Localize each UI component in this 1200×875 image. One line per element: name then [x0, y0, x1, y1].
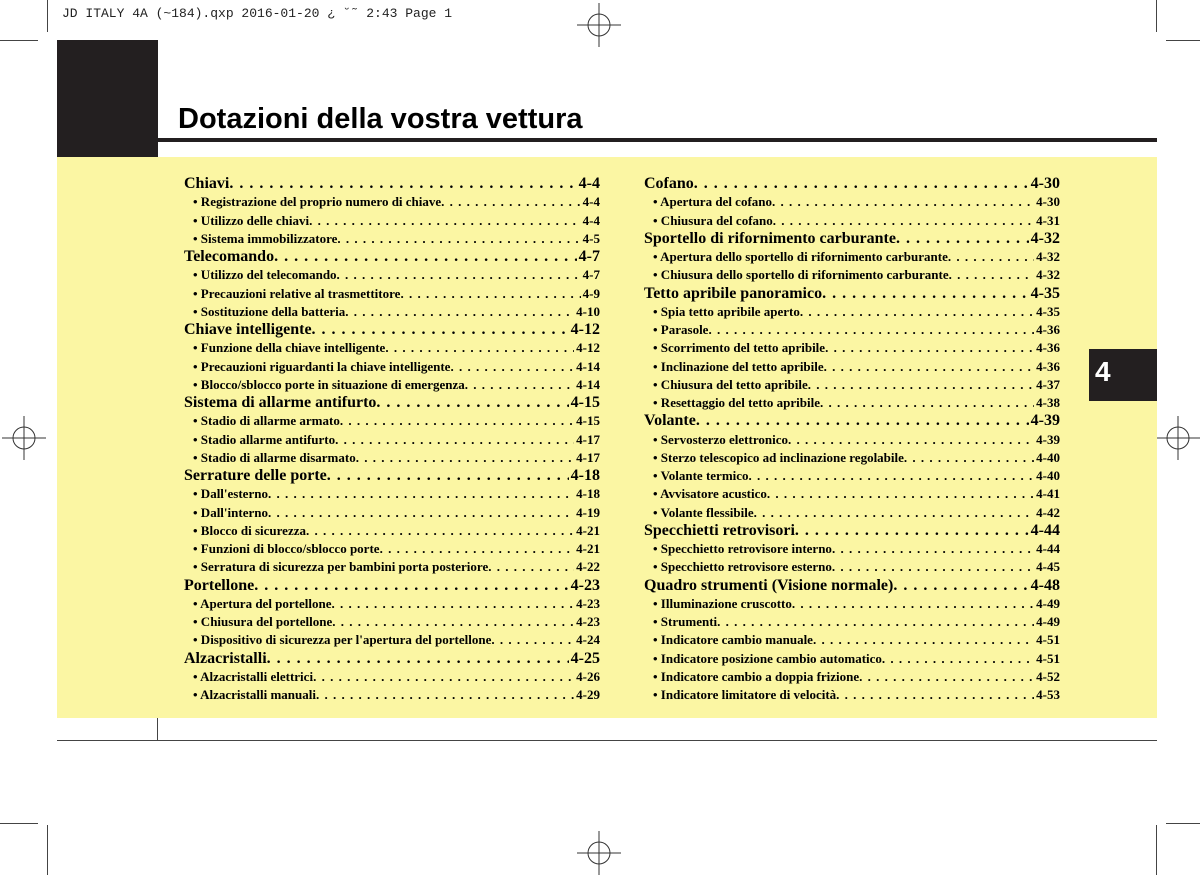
toc-leader-dots — [808, 376, 1034, 394]
toc-subentry — [184, 504, 600, 522]
registration-mark-icon — [2, 416, 46, 460]
toc-entry-label: • Funzione della chiave intelligente — [193, 340, 386, 356]
toc-leader-dots — [313, 668, 574, 686]
toc-leader-dots — [767, 485, 1034, 503]
toc-entry-label: • Stadio di allarme armato — [193, 413, 340, 429]
toc-entry-label: • Apertura del cofano — [653, 194, 773, 210]
toc-entry-label: • Inclinazione del tetto apribile — [653, 358, 824, 374]
toc-entry-label: • Funzioni di blocco/sblocco porte — [193, 541, 380, 556]
toc-entry-label: • Blocco/sblocco porte in situazione di emergenza — [193, 376, 465, 392]
toc-subentry — [184, 595, 600, 613]
toc-entry-page: 4-26 — [576, 668, 600, 684]
toc-entry-page: 4-10 — [576, 303, 600, 319]
toc-leader-dots — [465, 376, 574, 394]
toc-entry-page: 4-35 — [1036, 303, 1060, 319]
toc-leader-dots — [792, 595, 1034, 613]
toc-leader-dots — [356, 449, 574, 467]
toc-leader-dots — [400, 285, 580, 303]
toc-entry-label: • Stadio allarme antifurto — [193, 431, 336, 447]
toc-entry-page: 4-36 — [1036, 340, 1060, 356]
toc-subentry — [644, 650, 1060, 668]
toc-entry-page: 4-41 — [1036, 486, 1060, 502]
toc-column-right — [644, 175, 1060, 704]
toc-subentry — [184, 631, 600, 649]
registration-mark-icon — [577, 3, 621, 47]
toc-entry-label: • Chiusura del tetto apribile — [653, 376, 808, 392]
toc-entry-page: 4-5 — [582, 230, 600, 246]
toc-entry-label: • Volante termico — [653, 468, 749, 483]
toc-entry-label: • Sistema immobilizzatore — [193, 230, 338, 246]
toc-entry-label: • Precauzioni riguardanti la chiave intelligente — [193, 358, 451, 374]
toc-entry-label: • Utilizzo del telecomando — [193, 267, 337, 283]
toc-leader-dots — [696, 412, 1029, 430]
toc-leader-dots — [337, 230, 580, 248]
toc-leader-dots — [385, 339, 574, 357]
toc-subentry — [184, 230, 600, 248]
crop-mark — [1166, 40, 1200, 41]
toc-leader-dots — [327, 467, 569, 485]
toc-subentry — [184, 485, 600, 503]
toc-leader-dots — [795, 522, 1029, 540]
toc-entry-page: 4-52 — [1036, 668, 1060, 684]
toc-entry-label: • Serratura di sicurezza per bambini porta posteriore — [193, 559, 489, 575]
toc-entry-page: 4-23 — [576, 614, 600, 629]
toc-entry-label: • Illuminazione cruscotto — [653, 595, 792, 611]
toc-leader-dots — [332, 613, 574, 631]
toc-entry-label: • Spia tetto apribile aperto — [653, 303, 800, 319]
toc-leader-dots — [274, 248, 577, 266]
toc-entry-label: • Chiusura del cofano — [653, 212, 773, 228]
toc-section-entry — [184, 175, 600, 193]
toc-leader-dots — [306, 522, 574, 540]
toc-leader-dots — [488, 558, 574, 576]
toc-entry-label: • Chiusura del portellone — [193, 614, 333, 629]
toc-subentry — [644, 193, 1060, 211]
toc-leader-dots — [813, 631, 1034, 649]
toc-section-entry — [184, 577, 600, 595]
toc-leader-dots — [332, 595, 575, 613]
toc-leader-dots — [335, 431, 574, 449]
toc-subentry — [644, 540, 1060, 558]
toc-entry-page: 4-17 — [576, 431, 600, 447]
toc-entry-page: 4-4 — [582, 194, 600, 210]
toc-entry-page: 4-18 — [576, 486, 600, 502]
toc-section-entry — [644, 412, 1060, 430]
toc-entry-page: 4-17 — [576, 449, 600, 465]
toc-entry-label: • Indicatore limitatore di velocità — [653, 687, 837, 702]
toc-section-entry — [184, 248, 600, 266]
toc-subentry — [184, 613, 600, 631]
toc-entry-label: Sportello di rifornimento carburante — [644, 229, 896, 247]
crop-mark — [47, 825, 48, 875]
toc-subentry — [184, 339, 600, 357]
toc-subentry — [644, 631, 1060, 649]
toc-entry-page: 4-30 — [1030, 175, 1060, 192]
toc-entry-page: 4-7 — [582, 267, 600, 283]
registration-mark-icon — [1156, 416, 1200, 460]
toc-entry-page: 4-30 — [1036, 194, 1060, 210]
toc-section-entry — [644, 577, 1060, 595]
toc-leader-dots — [450, 358, 574, 376]
toc-column-left — [184, 175, 600, 704]
toc-entry-page: 4-39 — [1036, 431, 1060, 447]
toc-subentry — [644, 321, 1060, 339]
toc-entry-page: 4-39 — [1030, 412, 1060, 430]
margin-rule — [157, 718, 158, 740]
toc-leader-dots — [268, 504, 574, 522]
toc-subentry — [184, 212, 600, 230]
toc-entry-page: 4-14 — [576, 376, 600, 392]
toc-entry-page: 4-32 — [1030, 229, 1060, 247]
toc-entry-label: Chiave intelligente — [184, 321, 312, 338]
toc-entry-label: Chiavi — [184, 175, 230, 192]
toc-leader-dots — [822, 285, 1029, 303]
toc-leader-dots — [820, 394, 1034, 412]
toc-leader-dots — [309, 212, 581, 230]
toc-leader-dots — [772, 193, 1034, 211]
toc-entry-label: • Indicatore posizione cambio automatico — [653, 650, 882, 666]
toc-leader-dots — [948, 248, 1034, 266]
crop-mark — [0, 40, 38, 41]
toc-leader-dots — [254, 577, 568, 595]
crop-mark — [1166, 823, 1200, 824]
toc-subentry — [184, 376, 600, 394]
toc-leader-dots — [491, 631, 574, 649]
toc-entry-page: 4-51 — [1036, 650, 1060, 666]
print-slug: JD ITALY 4A (~184).qxp 2016-01-20 ¿ ˘˜ 2:43 Page 1 — [62, 6, 453, 21]
toc-subentry — [184, 558, 600, 576]
toc-entry-page: 4-21 — [576, 522, 600, 538]
toc-entry-page: 4-40 — [1036, 449, 1060, 465]
toc-section-entry — [184, 394, 600, 412]
toc-leader-dots — [882, 650, 1034, 668]
toc-entry-label: • Apertura dello sportello di rifornimento carburante — [653, 249, 948, 264]
toc-entry-page: 4-36 — [1036, 358, 1060, 374]
toc-entry-page: 4-37 — [1036, 376, 1060, 392]
toc-entry-page: 4-45 — [1036, 559, 1060, 575]
toc-entry-label: • Specchietto retrovisore interno — [653, 541, 832, 556]
toc-leader-dots — [904, 449, 1034, 467]
toc-leader-dots — [824, 358, 1035, 376]
toc-section-entry — [184, 650, 600, 668]
toc-subentry — [184, 449, 600, 467]
toc-entry-page: 4-49 — [1036, 595, 1060, 611]
toc-entry-page: 4-12 — [576, 340, 600, 356]
toc-entry-label: • Precauzioni relative al trasmettitore — [193, 285, 401, 301]
toc-subentry — [644, 504, 1060, 522]
toc-section-entry — [644, 522, 1060, 540]
toc-leader-dots — [380, 540, 575, 558]
toc-subentry — [644, 558, 1060, 576]
toc-entry-label: Volante — [644, 412, 696, 430]
toc-subentry — [184, 266, 600, 284]
toc-entry-label: Quadro strumenti (Visione normale) — [644, 576, 894, 594]
toc-subentry — [644, 449, 1060, 467]
toc-entry-label: • Dispositivo di sicurezza per l'apertura del portellone — [193, 632, 492, 648]
toc-subentry — [184, 686, 600, 704]
toc-entry-label: • Avvisatore acustico — [653, 486, 767, 502]
toc-leader-dots — [312, 321, 569, 339]
toc-entry-label: • Dall'interno — [193, 504, 268, 520]
toc-entry-page: 4-32 — [1036, 267, 1060, 283]
toc-leader-dots — [825, 339, 1034, 357]
toc-entry-page: 4-24 — [576, 632, 600, 648]
toc-leader-dots — [773, 212, 1034, 230]
toc-entry-page: 4-48 — [1030, 576, 1060, 594]
toc-entry-label: Alzacristalli — [184, 649, 267, 667]
toc-entry-label: • Sterzo telescopico ad inclinazione regolabile — [653, 449, 904, 465]
toc-entry-label: Portellone — [184, 576, 255, 594]
toc-subentry — [644, 339, 1060, 357]
toc-entry-page: 4-44 — [1036, 541, 1060, 556]
crop-mark — [0, 823, 38, 824]
toc-entry-label: • Specchietto retrovisore esterno — [653, 559, 832, 575]
toc-leader-dots — [800, 303, 1034, 321]
toc-leader-dots — [345, 303, 574, 321]
toc-leader-dots — [788, 431, 1034, 449]
toc-entry-page: 4-18 — [570, 467, 600, 484]
toc-subentry — [184, 285, 600, 303]
toc-entry-page: 4-38 — [1036, 395, 1060, 410]
toc-subentry — [644, 303, 1060, 321]
toc-section-entry — [644, 175, 1060, 193]
panel-bottom-rule — [57, 740, 1157, 741]
toc-leader-dots — [340, 412, 574, 430]
toc-subentry — [644, 212, 1060, 230]
toc-subentry — [644, 668, 1060, 686]
toc-subentry — [184, 412, 600, 430]
toc-entry-page: 4-25 — [570, 649, 600, 667]
toc-entry-page: 4-40 — [1036, 468, 1060, 483]
toc-subentry — [184, 668, 600, 686]
toc-leader-dots — [316, 686, 574, 704]
toc-subentry — [184, 431, 600, 449]
chapter-tab-label: 4 — [1095, 356, 1111, 387]
toc-subentry — [644, 485, 1060, 503]
toc-section-entry — [184, 467, 600, 485]
toc-entry-label: • Stadio di allarme disarmato — [193, 449, 356, 465]
toc-subentry — [644, 431, 1060, 449]
toc-entry-label: • Strumenti — [653, 614, 718, 629]
toc-leader-dots — [836, 686, 1034, 704]
toc-entry-label: • Scorrimento del tetto apribile — [653, 340, 826, 356]
toc-entry-page: 4-44 — [1030, 521, 1060, 539]
toc-leader-dots — [754, 504, 1035, 522]
toc-entry-page: 4-15 — [570, 394, 600, 411]
toc-leader-dots — [337, 266, 581, 284]
toc-entry-label: • Dall'esterno — [193, 486, 268, 502]
crop-mark — [47, 0, 48, 32]
toc-entry-label: • Registrazione del proprio numero di chiave — [193, 194, 442, 210]
toc-subentry — [184, 522, 600, 540]
toc-section-entry — [644, 230, 1060, 248]
toc-entry-page: 4-49 — [1036, 614, 1060, 629]
toc-subentry — [644, 394, 1060, 412]
toc-entry-label: • Indicatore cambio manuale — [653, 632, 813, 648]
toc-subentry — [184, 358, 600, 376]
toc-leader-dots — [893, 577, 1028, 595]
toc-subentry — [184, 540, 600, 558]
toc-entry-page: 4-53 — [1036, 687, 1060, 702]
toc-entry-page: 4-31 — [1036, 212, 1060, 228]
toc-entry-page: 4-36 — [1036, 322, 1060, 337]
toc-entry-label: Specchietti retrovisori — [644, 521, 795, 539]
toc-entry-label: • Sostituzione della batteria — [193, 303, 346, 319]
toc-subentry — [644, 358, 1060, 376]
toc-subentry — [184, 303, 600, 321]
toc-entry-page: 4-35 — [1030, 284, 1060, 302]
toc-subentry — [644, 467, 1060, 485]
toc-entry-page: 4-4 — [578, 175, 600, 192]
toc-section-entry — [644, 285, 1060, 303]
toc-entry-label: • Apertura del portellone — [193, 595, 332, 611]
toc-leader-dots — [749, 467, 1035, 485]
chapter-corner-block — [57, 40, 158, 157]
toc-entry-page: 4-9 — [582, 285, 600, 301]
toc-leader-dots — [229, 175, 576, 193]
toc-entry-label: • Alzacristalli elettrici — [193, 668, 314, 684]
toc-entry-page: 4-4 — [582, 212, 600, 228]
toc-entry-label: • Resettaggio del tetto apribile — [653, 395, 821, 410]
registration-mark-icon — [577, 831, 621, 875]
toc-subentry — [644, 595, 1060, 613]
toc-subentry — [644, 248, 1060, 266]
toc-leader-dots — [441, 193, 580, 211]
toc-leader-dots — [268, 485, 574, 503]
page-title: Dotazioni della vostra vettura — [178, 103, 583, 135]
toc-leader-dots — [708, 321, 1034, 339]
toc-entry-page: 4-42 — [1036, 504, 1060, 520]
crop-mark — [1156, 0, 1157, 32]
toc-entry-label: Tetto apribile panoramico — [644, 284, 823, 302]
toc-entry-label: Telecomando — [184, 248, 275, 265]
toc-leader-dots — [376, 394, 568, 412]
toc-entry-page: 4-23 — [570, 576, 600, 594]
toc-leader-dots — [859, 668, 1034, 686]
toc-entry-page: 4-23 — [576, 595, 600, 611]
crop-mark — [1156, 825, 1157, 875]
toc-leader-dots — [694, 175, 1029, 193]
toc-subentry — [644, 376, 1060, 394]
toc-entry-label: • Parasole — [653, 322, 709, 337]
toc-entry-label: • Alzacristalli manuali — [193, 687, 316, 702]
toc-entry-page: 4-32 — [1036, 249, 1060, 264]
toc-entry-page: 4-19 — [576, 504, 600, 520]
toc-entry-page: 4-22 — [576, 559, 600, 575]
toc-entry-page: 4-21 — [576, 541, 600, 556]
toc-entry-page: 4-12 — [570, 321, 600, 338]
toc-entry-label: • Indicatore cambio a doppia frizione — [653, 668, 860, 684]
toc-entry-label: • Chiusura dello sportello di rifornimento carburante — [653, 267, 949, 283]
toc-entry-label: Sistema di allarme antifurto — [184, 394, 377, 411]
toc-subentry — [184, 193, 600, 211]
toc-leader-dots — [717, 613, 1034, 631]
toc-entry-label: Serrature delle porte — [184, 467, 327, 484]
toc-subentry — [644, 686, 1060, 704]
toc-entry-label: • Utilizzo delle chiavi — [193, 212, 310, 228]
title-rule — [158, 138, 1157, 142]
toc-entry-label: • Volante flessibile — [653, 504, 754, 520]
toc-leader-dots — [949, 266, 1035, 284]
toc-entry-page: 4-15 — [576, 413, 600, 429]
toc-entry-page: 4-14 — [576, 358, 600, 374]
toc-subentry — [644, 613, 1060, 631]
toc-entry-page: 4-51 — [1036, 632, 1060, 648]
toc-entry-page: 4-7 — [578, 248, 600, 265]
toc-subentry — [644, 266, 1060, 284]
toc-leader-dots — [832, 540, 1034, 558]
toc-entry-label: • Servosterzo elettronico — [653, 431, 788, 447]
toc-leader-dots — [896, 230, 1029, 248]
toc-entry-page: 4-29 — [576, 687, 600, 702]
toc-entry-label: Cofano — [644, 175, 694, 192]
toc-leader-dots — [832, 558, 1034, 576]
toc-entry-label: • Blocco di sicurezza — [193, 522, 306, 538]
toc-leader-dots — [267, 650, 569, 668]
toc-section-entry — [184, 321, 600, 339]
